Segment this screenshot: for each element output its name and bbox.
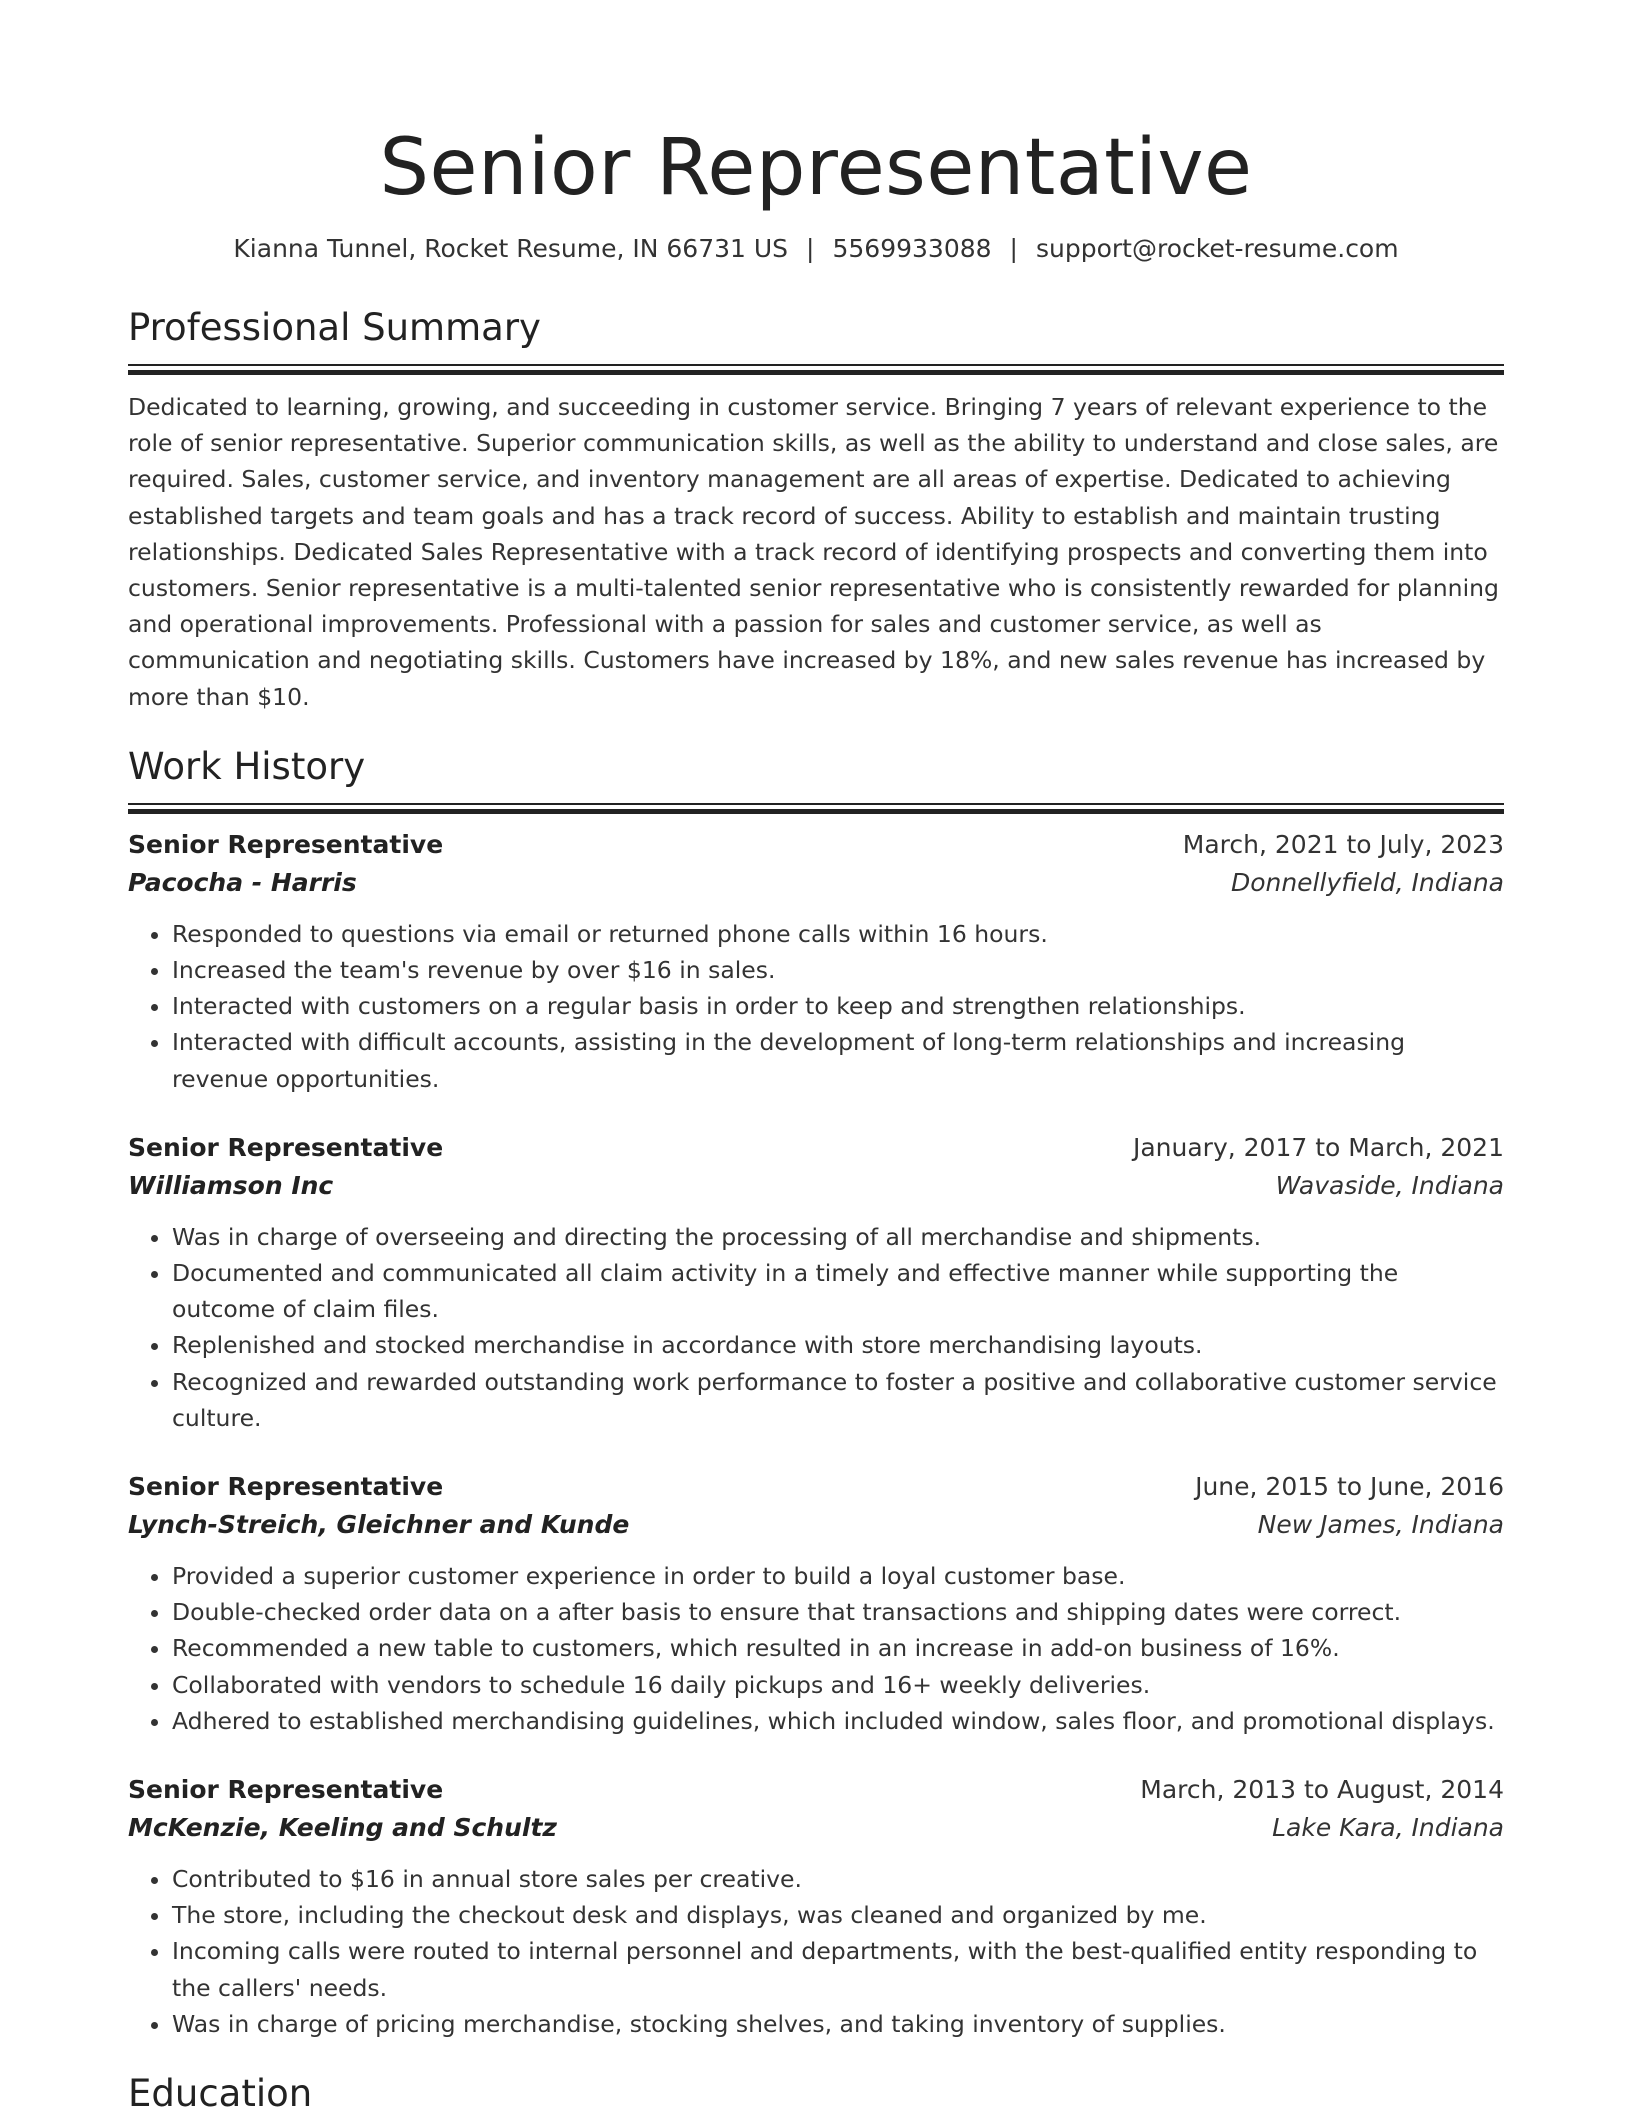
summary-heading: Professional Summary: [128, 306, 541, 349]
job-title: Senior Representative: [128, 1132, 444, 1162]
contact-separator: |: [1009, 234, 1018, 263]
section-divider: [128, 803, 1504, 814]
job-bullet: • Was in charge of pricing merchandise, stocking shelves, and taking inventory of supplies.: [172, 2006, 1504, 2042]
contact-separator: |: [806, 234, 815, 263]
job-title: Senior Representative: [128, 1775, 444, 1805]
job-company-row: [128, 1506, 1504, 1544]
job-location: Wavaside, Indiana: [1275, 1170, 1504, 1200]
job-bullet: • Documented and communicated all claim activity in a timely and effective manner while supporting the outcome of claim files.: [172, 1255, 1504, 1327]
job-company: Williamson Inc: [128, 1170, 334, 1200]
job-dates: June, 2015 to June, 2016: [1195, 1472, 1504, 1502]
job-header-row: [128, 826, 1504, 864]
job-bullet: • Was in charge of overseeing and directing the processing of all merchandise and shipments.: [172, 1219, 1504, 1255]
job-title: Senior Representative: [128, 829, 444, 859]
contact-email: support@rocket-resume.com: [1035, 234, 1399, 263]
job-bullet: • The store, including the checkout desk and displays, was cleaned and organized by me.: [172, 1897, 1504, 1933]
job-bullet: • Interacted with customers on a regular basis in order to keep and strengthen relationships.: [172, 988, 1504, 1024]
job-location: New James, Indiana: [1257, 1510, 1504, 1540]
job-dates: March, 2021 to July, 2023: [1182, 829, 1504, 859]
job-bullet: • Double-checked order data on a after basis to ensure that transactions and shipping dates were correct.: [172, 1594, 1504, 1630]
summary-text: Dedicated to learning, growing, and succeeding in customer service. Bringing 7 years of relevant experience to the role of senior representative. Superior communication skills, as well as the ability to understand and close sales, are required. Sales, customer service, and inventory management are all areas of expertise. Dedicated to achieving established targets and team goals and has a track record of success. Ability to establish and maintain trusting relationships. Dedicated Sales Representative with a track record of identifying prospects and converting them into customers. Senior representative is a multi-talented senior representative who is consistently rewarded for planning and operational improvements. Professional with a passion for sales and customer service, as well as communication and negotiating skills. Customers have increased by 18%, and new sales revenue has increased by more than $10.: [128, 393, 1499, 711]
job-bullet: • Recognized and rewarded outstanding work performance to foster a positive and collaborative customer service culture.: [172, 1364, 1504, 1436]
job-bullet: • Contributed to $16 in annual store sales per creative.: [172, 1861, 1504, 1897]
job-bullet-list: [128, 1558, 1504, 1739]
job-entry: [128, 1771, 1504, 2042]
job-bullet: • Responded to questions via email or returned phone calls within 16 hours.: [172, 916, 1504, 952]
job-company-row: [128, 1167, 1504, 1205]
job-bullet: • Provided a superior customer experience in order to build a loyal customer base.: [172, 1558, 1504, 1594]
job-company: Pacocha - Harris: [128, 867, 357, 897]
job-bullet: • Incoming calls were routed to internal personnel and departments, with the best-qualified entity responding to the callers' needs.: [172, 1933, 1504, 2005]
job-bullet: • Interacted with difficult accounts, assisting in the development of long-term relationships and increasing revenue opportunities.: [172, 1024, 1504, 1096]
job-entry: [128, 1129, 1504, 1436]
job-bullet: • Recommended a new table to customers, which resulted in an increase in add-on business of 16%.: [172, 1630, 1504, 1666]
job-bullet: • Collaborated with vendors to schedule 16 daily pickups and 16+ weekly deliveries.: [172, 1667, 1504, 1703]
resume-page: [128, 0, 1504, 2118]
job-dates: March, 2013 to August, 2014: [1140, 1775, 1504, 1805]
job-header-row: [128, 1771, 1504, 1809]
job-company-row: [128, 864, 1504, 902]
job-bullet: • Increased the team's revenue by over $16 in sales.: [172, 952, 1504, 988]
job-dates: January, 2017 to March, 2021: [1132, 1132, 1504, 1162]
job-company-row: [128, 1809, 1504, 1847]
work-history-heading: Work History: [128, 744, 366, 788]
job-title: Senior Representative: [128, 1472, 444, 1502]
job-bullet-list: [128, 1861, 1504, 2042]
job-location: Lake Kara, Indiana: [1272, 1813, 1504, 1843]
job-header-row: [128, 1468, 1504, 1506]
job-bullet: • Adhered to established merchandising guidelines, which included window, sales floor, and promotional displays.: [172, 1703, 1504, 1739]
summary-section: [128, 304, 1504, 715]
page-title: Senior Representative: [379, 123, 1253, 213]
contact-address: Kianna Tunnel, Rocket Resume, IN 66731 US: [233, 234, 789, 263]
job-entry: [128, 826, 1504, 1097]
job-location: Donnellyfield, Indiana: [1230, 867, 1504, 897]
job-entry: [128, 1468, 1504, 1739]
job-company: Lynch-Streich, Gleichner and Kunde: [128, 1510, 630, 1540]
education-section: [128, 2070, 1504, 2118]
job-company: McKenzie, Keeling and Schultz: [128, 1813, 557, 1843]
job-header-row: [128, 1129, 1504, 1167]
education-heading: Education: [128, 2072, 313, 2116]
work-history-section: [128, 743, 1504, 2042]
contact-phone: 5569933088: [832, 234, 992, 263]
job-bullet: • Replenished and stocked merchandise in accordance with store merchandising layouts.: [172, 1327, 1504, 1363]
job-bullet-list: [128, 916, 1504, 1097]
section-divider: [128, 364, 1504, 375]
contact-line: [128, 232, 1504, 266]
job-bullet-list: [128, 1219, 1504, 1436]
